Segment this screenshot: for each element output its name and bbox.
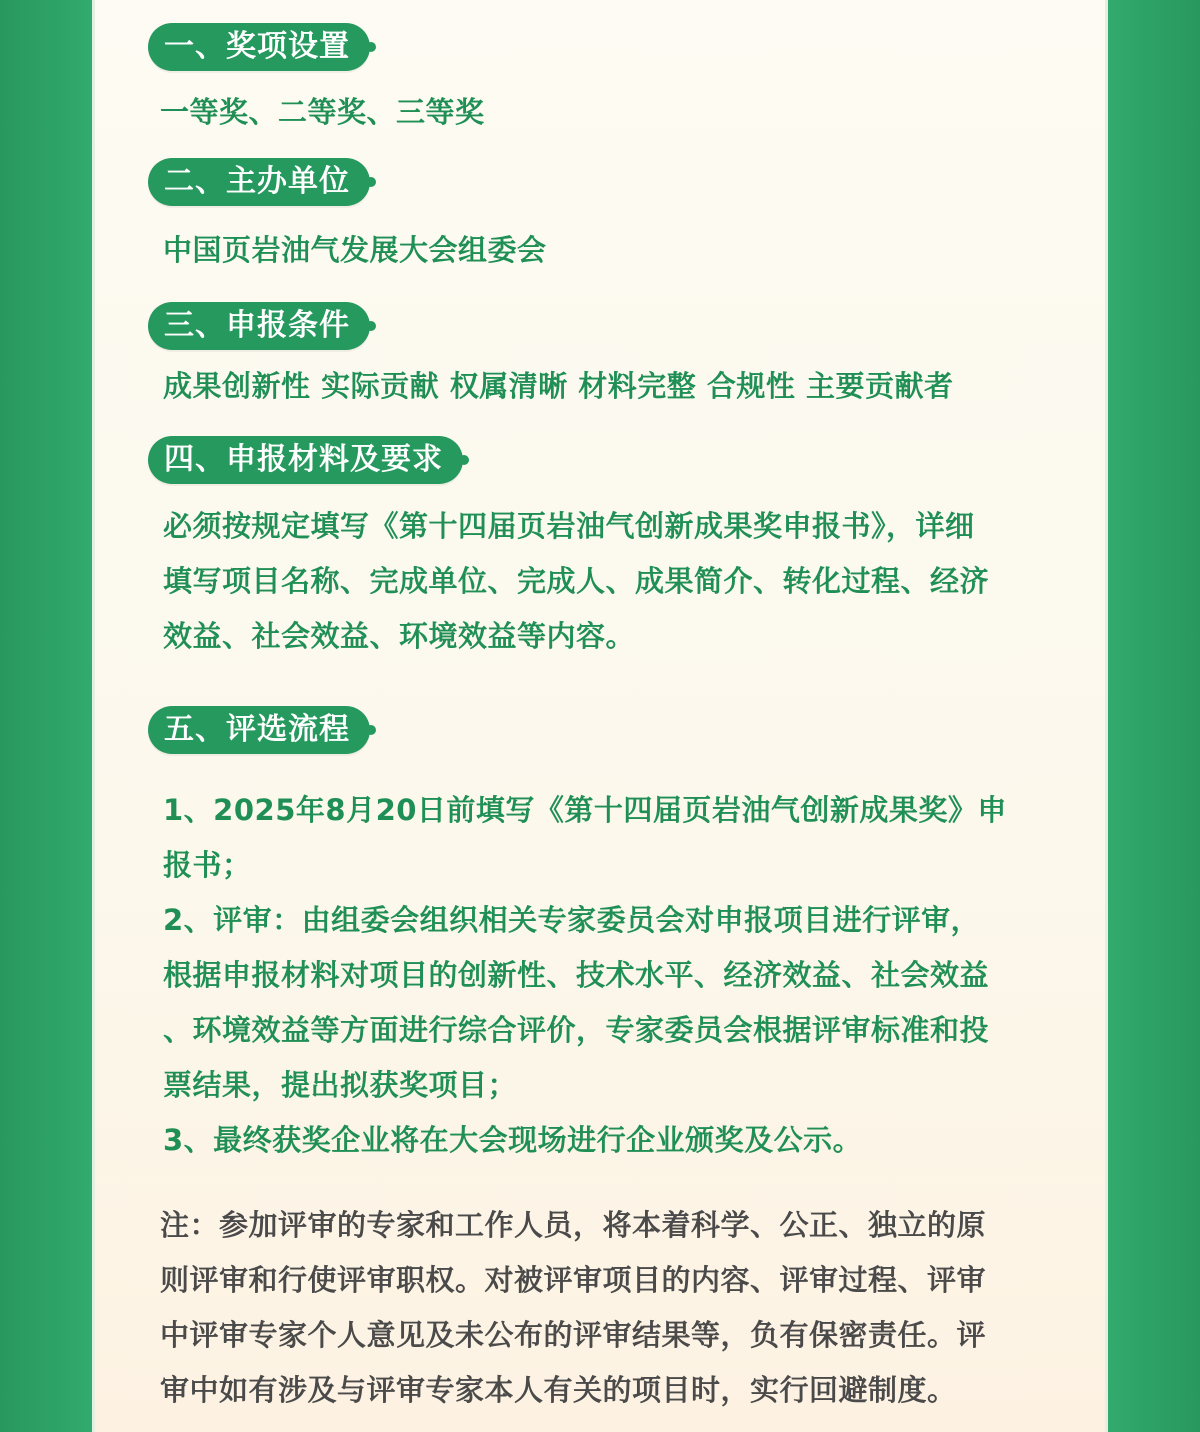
section-5-line: 3、最终获奖企业将在大会现场进行企业颁奖及公示。 xyxy=(163,1123,863,1157)
section-5-title: 五、评选流程 xyxy=(148,706,370,754)
section-1-title: 一、奖项设置 xyxy=(148,23,370,71)
left-green-border xyxy=(0,0,92,1432)
section-4-line: 效益、社会效益、环境效益等内容。 xyxy=(163,619,636,653)
section-4-line: 必须按规定填写《第十四届页岩油气创新成果奖申报书》，详细 xyxy=(163,509,975,543)
section-2-title: 二、主办单位 xyxy=(148,158,370,206)
right-green-border xyxy=(1108,0,1200,1432)
note-line: 注：参加评审的专家和工作人员，将本着科学、公正、独立的原 xyxy=(160,1208,987,1242)
section-5-line: 1、2025年8月20日前填写《第十四届页岩油气创新成果奖》申 xyxy=(163,793,1007,827)
note-line: 则评审和行使评审职权。对被评审项目的内容、评审过程、评审 xyxy=(160,1263,987,1297)
section-2-content: 中国页岩油气发展大会组委会 xyxy=(163,233,547,267)
section-5-line: 根据申报材料对项目的创新性、技术水平、经济效益、社会效益 xyxy=(163,958,990,992)
section-5-content xyxy=(163,783,1007,1168)
note-line: 审中如有涉及与评审专家本人有关的项目时，实行回避制度。 xyxy=(160,1373,957,1407)
section-4-title: 四、申报材料及要求 xyxy=(148,436,463,484)
note-line: 中评审专家个人意见及未公布的评审结果等，负有保密责任。评 xyxy=(160,1318,987,1352)
section-5-line: 2、评审：由组委会组织相关专家委员会对申报项目进行评审， xyxy=(163,903,981,937)
section-4-line: 填写项目名称、完成单位、完成人、成果简介、转化过程、经济 xyxy=(163,564,990,598)
section-4-content xyxy=(163,499,989,664)
section-5-line: 票结果，提出拟获奖项目； xyxy=(163,1068,518,1102)
note-paragraph xyxy=(160,1198,986,1418)
section-3-content: 成果创新性 实际贡献 权属清晰 材料完整 合规性 主要贡献者 xyxy=(163,369,954,403)
section-3-title: 三、申报条件 xyxy=(148,302,370,350)
section-5-line: 报书； xyxy=(163,848,252,882)
section-5-line: 、环境效益等方面进行综合评价，专家委员会根据评审标准和投 xyxy=(163,1013,990,1047)
section-1-content: 一等奖、二等奖、三等奖 xyxy=(160,95,485,129)
